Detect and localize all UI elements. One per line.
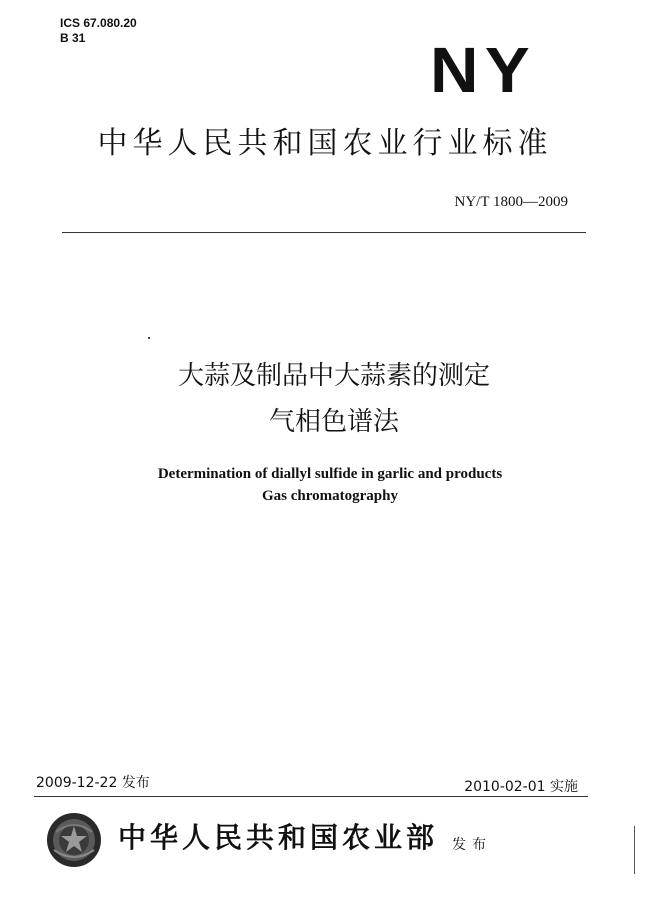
ics-block [60,16,137,46]
standard-category-title: 中华人民共和国农业行业标准 [97,126,553,161]
page-edge-mark [634,826,635,874]
top-divider [62,232,586,233]
title-english-line2: Gas chromatography [262,488,398,504]
ccs-code: B 31 [60,31,86,45]
title-chinese-line1: 大蒜及制品中大蒜素的测定 [177,361,490,391]
issue-date: 2009-12-22 发布 [36,775,150,791]
scan-dot [148,337,150,339]
title-english-line1: Determination of diallyl sulfide in garlic and products [157,466,503,482]
ny-logo: NY [430,34,536,106]
standard-code: NY/T 1800—2009 [454,194,568,210]
publish-label: 发布 [452,837,492,853]
ics-code: ICS 67.080.20 [60,16,137,30]
issuing-ministry: 中华人民共和国农业部 [118,821,439,854]
implementation-date: 2010-02-01 实施 [464,779,578,795]
bottom-divider [34,796,588,797]
title-chinese-line2: 气相色谱法 [268,407,399,437]
official-seal-icon [46,812,102,868]
